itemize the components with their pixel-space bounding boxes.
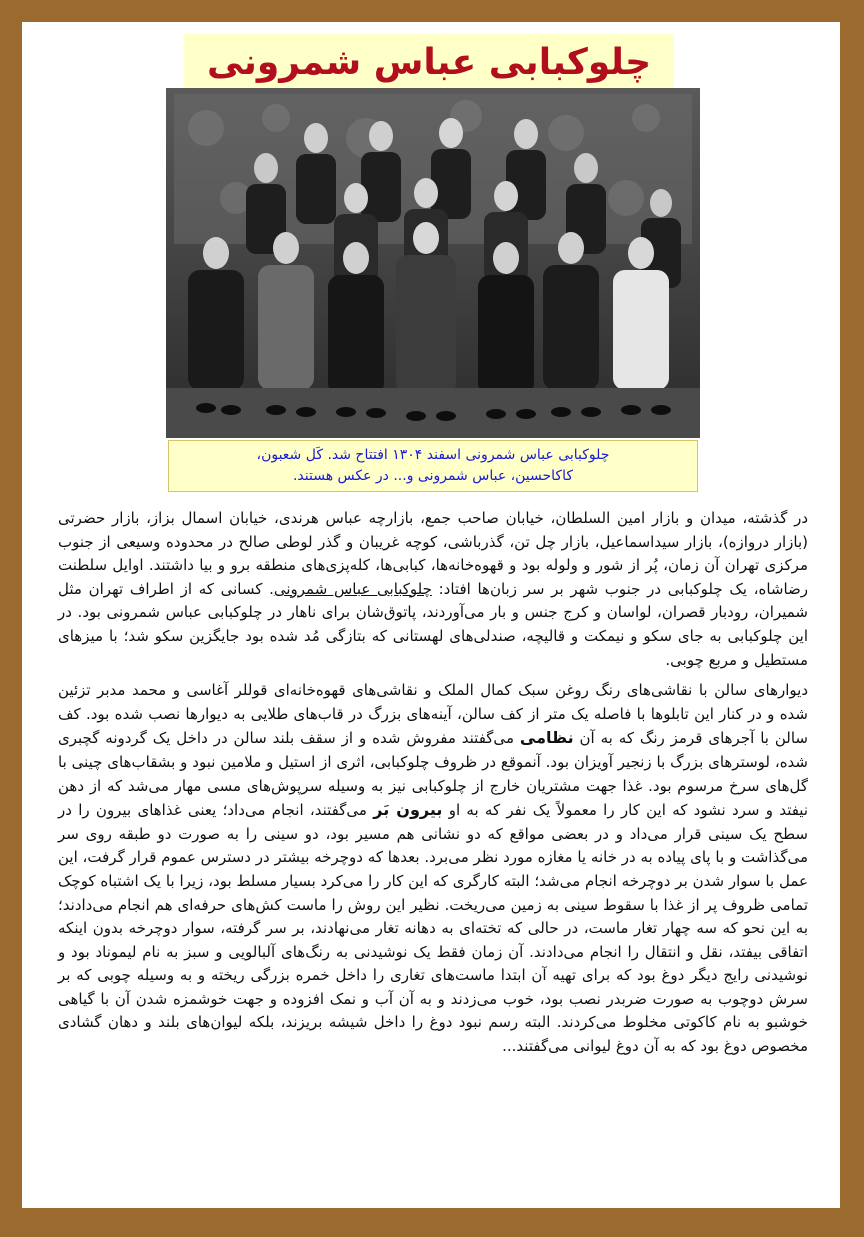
- paragraph-2-text-c: می‌گفتند، انجام می‌داد؛ یعنی غذاهای بیرون را در سطح یک سینی قرار می‌داد و در بعضی مواقع که دو نشانی هم مسیر بود، دو سینی را به صورت دو طبقه روی سر می‌گذاشت و با پای پیاده به در خانه یا مغازه مورد نظر می‌برد. بعدها که دوچرخه بیشتر در دسترس عموم قرار گرفت، این عمل با سوار شدن بر دوچرخه انجام می‌شد؛ البته کارگری که این کار را می‌کرد بسیار مسلط بود، زیرا با یک اشتباه کوچک تمامی ظروف پر از غذا با سقوط سینی به زمین می‌ریخت. نظیر این روش را ماست کش‌های حرفه‌ای هم انجام می‌دادند؛ به این نحو که سه چهار تغار ماست، در حالی که تخته‌ای به دهانه تغار می‌نهادند، بر سر گرفته، سوار دوچرخه بدون اینکه اتفاقی بیفتد، نقل و انتقال را انجام می‌دادند. آن زمان فقط یک نوشیدنی به رنگ‌های آلبالویی و سبز به نام لیموناد بود و نوشیدنی رایج دیگر دوغ بود که برای تهیه آن ابتدا ماست‌های تغاری را داخل خمره بزرگی ریخته و به وسیله چوبی که بر سرش دوچوب به صورت ضربدر نصب بود، خوب می‌زدند و به آن آب و نمک افزوده و جهت خوشمزه شدن آن با گیاهی خوشبو به نام کاکوتی مخلوط می‌کردند. البته رسم نبود دوغ را داخل شیشه بریزند، بلکه لیوان‌های بلند و دهان گشادی مخصوص دوغ بود که به آن دوغ لیوانی می‌گفتند...: [58, 801, 808, 1056]
- photo-caption-box: [168, 440, 698, 492]
- term-birun-bar: بیرون بَر: [373, 800, 443, 820]
- title-banner: [184, 34, 674, 90]
- paragraph-1-text-a: در گذشته، میدان و بازار امین السلطان، خیابان صاحب جمع، بازارچه عباس هرندی، خیابان اسمال بزاز، بازار حضرتی (بازار دروازه)، بازار سیداسماعیل، بازار چل تن، گذرباشی، کوچه غریبان و گذر لوطی صالح در محدوده وسیعی از جنوب مرکزی تهران آن زمان، پُر از شور و ولوله بود و قهوه‌خانه‌ها، کبابی‌ها، کله‌پزی‌های منطقه برو و بیا داشتند. اوایل سلطنت رضاشاه، یک چلوکبابی در جنوب شهر بر سر زبان‌ها افتاد:: [58, 509, 809, 598]
- photo-caption: چلوکبابی عباس شمرونی اسفند ۱۳۰۴ افتتاح شد. کَل شعبون، کاکاحسین، عباس شمرونی و... در عکس هستند.: [256, 447, 610, 484]
- article-paragraph-1: [58, 507, 808, 672]
- group-photo: [166, 88, 700, 438]
- paragraph-2-text-a: دیوارهای سالن با نقاشی‌های رنگ روغن سبک کمال الملک و نقاشی‌های قهوه‌خانه‌ای قوللر آغاسی و محمد مدبر تزئین شده و در کنار این تابلوها با فاصله یک متر از کف سالن، آینه‌های بزرگ در قاب‌های طلایی به دیوارها نصب شده بود. کف سالن با آجرهای قرمز رنگ که به آن: [58, 681, 808, 748]
- paragraph-2-text-b: می‌گفتند مفروش شده و از سقف بلند سالن در داخل یک گردونه گچبری شده، لوسترهای بزرگ با زنجیر آویزان بود. آنموقع در ظروف چلوکبابی، اثری از استیل و ملامین نبود و بشقاب‌های چینی با گل‌های سرخ مرسوم بود. غذا جهت مشتریان خارج از چلوکبابی نیز به وسیله سرپوش‌های مسی مهار می‌شد که از دهن نیفتد و سرد نشود که این کار را معمولاً یک نفر که به او: [58, 729, 809, 820]
- article-body: [58, 507, 808, 1066]
- term-nezami: نظامی: [519, 728, 574, 748]
- page-title: چلوکبابی عباس شمرونی: [206, 41, 652, 83]
- article-paragraph-2: [58, 679, 808, 1059]
- paragraph-1-text-b: . کسانی که از اطراف تهران مثل شمیران، رودبار قصران، لواسان و کرج جنس و بار می‌آوردند، پاتوق‌شان برای ناهار در چلوکبابی عباس شمرونی بود. در این چلوکبابی به جای سکو و نیمکت و قالیچه، صندلی‌های لهستانی که بتازگی مُد شده بود جایگزین سکو شد؛ با میزهای مستطیل و مربع چوبی.: [58, 579, 808, 669]
- group-photo-image: [166, 88, 700, 438]
- restaurant-name-link[interactable]: چلوکبابی عباس شمرونی: [273, 579, 432, 598]
- page-frame: [22, 22, 840, 1208]
